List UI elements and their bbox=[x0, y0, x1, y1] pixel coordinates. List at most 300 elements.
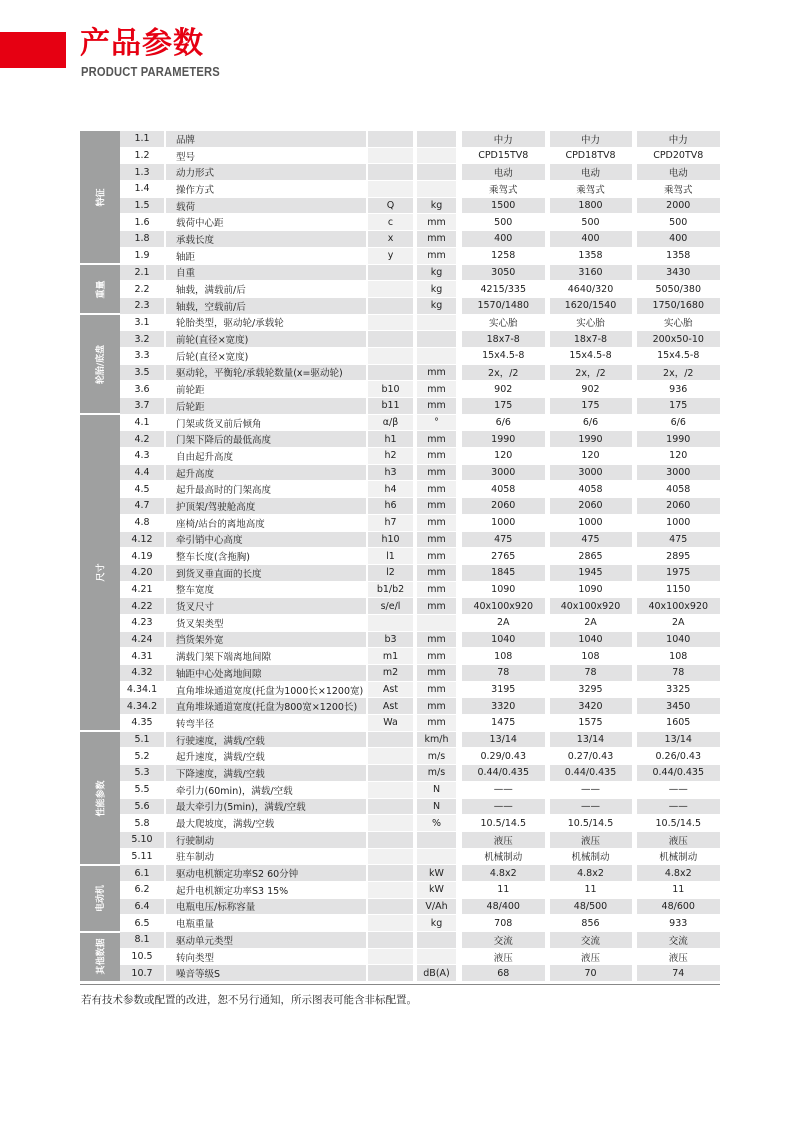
param-number: 2.1 bbox=[120, 264, 165, 281]
param-number: 6.5 bbox=[120, 915, 165, 932]
param-number: 4.23 bbox=[120, 614, 165, 631]
param-number: 3.2 bbox=[120, 331, 165, 348]
param-symbol bbox=[367, 898, 415, 915]
param-number: 4.34.2 bbox=[120, 698, 165, 715]
param-symbol: m1 bbox=[367, 648, 415, 665]
param-unit: mm bbox=[415, 381, 459, 398]
value-model-1: 1845 bbox=[459, 564, 547, 581]
value-model-1: 40x100x920 bbox=[459, 598, 547, 615]
param-symbol: b10 bbox=[367, 381, 415, 398]
param-unit: mm bbox=[415, 598, 459, 615]
section-label-text: 性能参数 bbox=[96, 779, 107, 817]
section-label-text: 电动机 bbox=[96, 884, 107, 912]
table-row bbox=[80, 231, 720, 248]
param-unit: kg bbox=[415, 197, 459, 214]
param-number: 5.11 bbox=[120, 848, 165, 865]
value-model-2: 实心胎 bbox=[547, 314, 634, 331]
value-model-2: 3000 bbox=[547, 464, 634, 481]
param-number: 5.6 bbox=[120, 798, 165, 815]
section-label-text: 其他数据 bbox=[96, 938, 107, 975]
value-model-2: 电动 bbox=[547, 164, 634, 181]
param-symbol bbox=[367, 297, 415, 314]
param-name: 直角堆垛通道宽度(托盘为800宽×1200长) bbox=[165, 698, 367, 715]
table-row bbox=[80, 147, 720, 164]
param-name: 货叉架类型 bbox=[165, 614, 367, 631]
value-model-2: 13/14 bbox=[547, 731, 634, 748]
param-unit: % bbox=[415, 815, 459, 832]
param-name: 轴载，满载前/后 bbox=[165, 281, 367, 298]
param-name: 转向类型 bbox=[165, 948, 367, 965]
param-symbol bbox=[367, 748, 415, 765]
table-row bbox=[80, 731, 720, 748]
param-number: 4.22 bbox=[120, 598, 165, 615]
page-title: 产品参数 bbox=[80, 26, 204, 61]
param-number: 1.6 bbox=[120, 214, 165, 231]
table-row bbox=[80, 598, 720, 615]
value-model-3: 40x100x920 bbox=[634, 598, 720, 615]
value-model-1: 48/400 bbox=[459, 898, 547, 915]
value-model-3: 400 bbox=[634, 231, 720, 248]
section-label bbox=[80, 932, 120, 982]
param-number: 2.3 bbox=[120, 297, 165, 314]
value-model-3: 中力 bbox=[634, 131, 720, 147]
value-model-1: 1258 bbox=[459, 247, 547, 264]
section-label-text: 特征 bbox=[96, 187, 107, 207]
value-model-1: 78 bbox=[459, 665, 547, 682]
param-number: 3.3 bbox=[120, 347, 165, 364]
value-model-3: 200x50-10 bbox=[634, 331, 720, 348]
param-unit: kg bbox=[415, 281, 459, 298]
param-name: 门架下降后的最低高度 bbox=[165, 431, 367, 448]
section-label bbox=[80, 414, 120, 731]
value-model-2: 1358 bbox=[547, 247, 634, 264]
param-number: 4.7 bbox=[120, 498, 165, 515]
param-symbol: h1 bbox=[367, 431, 415, 448]
value-model-2: 1945 bbox=[547, 564, 634, 581]
table-row bbox=[80, 965, 720, 982]
param-number: 4.5 bbox=[120, 481, 165, 498]
value-model-1: 10.5/14.5 bbox=[459, 815, 547, 832]
value-model-2: 液压 bbox=[547, 948, 634, 965]
param-unit: mm bbox=[415, 231, 459, 248]
table-row bbox=[80, 548, 720, 565]
param-unit: m/s bbox=[415, 748, 459, 765]
param-unit: km/h bbox=[415, 731, 459, 748]
param-name: 整车长度(含拖胸) bbox=[165, 548, 367, 565]
table-row bbox=[80, 514, 720, 531]
table-row bbox=[80, 698, 720, 715]
value-model-1: CPD15TV8 bbox=[459, 147, 547, 164]
value-model-2: 4.8x2 bbox=[547, 865, 634, 882]
value-model-3: 液压 bbox=[634, 831, 720, 848]
parameters-table bbox=[80, 131, 720, 983]
table-row bbox=[80, 848, 720, 865]
value-model-3: 175 bbox=[634, 398, 720, 415]
table-row bbox=[80, 131, 720, 147]
table-row bbox=[80, 614, 720, 631]
value-model-3: 5050/380 bbox=[634, 281, 720, 298]
value-model-1: 3320 bbox=[459, 698, 547, 715]
value-model-1: 3195 bbox=[459, 681, 547, 698]
value-model-1: 实心胎 bbox=[459, 314, 547, 331]
value-model-1: 2060 bbox=[459, 498, 547, 515]
table-row bbox=[80, 865, 720, 882]
value-model-3: 实心胎 bbox=[634, 314, 720, 331]
value-model-1: 液压 bbox=[459, 948, 547, 965]
value-model-3: —— bbox=[634, 781, 720, 798]
param-name: 前轮(直径×宽度) bbox=[165, 331, 367, 348]
table-row bbox=[80, 297, 720, 314]
param-name: 驱动轮，平衡轮/承载轮数量(x=驱动轮) bbox=[165, 364, 367, 381]
param-unit bbox=[415, 848, 459, 865]
value-model-3: 3450 bbox=[634, 698, 720, 715]
header-red-block bbox=[0, 32, 66, 68]
param-name: 护顶架/驾驶舱高度 bbox=[165, 498, 367, 515]
param-number: 3.5 bbox=[120, 364, 165, 381]
value-model-3: 15x4.5-8 bbox=[634, 347, 720, 364]
value-model-3: —— bbox=[634, 798, 720, 815]
value-model-3: 0.44/0.435 bbox=[634, 765, 720, 782]
value-model-1: 2x，/2 bbox=[459, 364, 547, 381]
param-unit: mm bbox=[415, 698, 459, 715]
table-row bbox=[80, 164, 720, 181]
param-symbol bbox=[367, 281, 415, 298]
value-model-3: 936 bbox=[634, 381, 720, 398]
param-number: 10.5 bbox=[120, 948, 165, 965]
param-symbol bbox=[367, 781, 415, 798]
param-unit bbox=[415, 131, 459, 147]
param-unit bbox=[415, 181, 459, 198]
value-model-3: 交流 bbox=[634, 932, 720, 949]
value-model-2: 交流 bbox=[547, 932, 634, 949]
table-row bbox=[80, 498, 720, 515]
param-name: 轮胎类型，驱动轮/承载轮 bbox=[165, 314, 367, 331]
value-model-3: 1750/1680 bbox=[634, 297, 720, 314]
section-label-text: 轮胎/底盘 bbox=[96, 344, 107, 384]
param-symbol: b11 bbox=[367, 398, 415, 415]
param-name: 起升电机额定功率S3 15% bbox=[165, 881, 367, 898]
param-name: 电瓶重量 bbox=[165, 915, 367, 932]
param-symbol: b1/b2 bbox=[367, 581, 415, 598]
value-model-3: 108 bbox=[634, 648, 720, 665]
section-label-text: 重量 bbox=[96, 280, 107, 299]
param-name: 转弯半径 bbox=[165, 715, 367, 732]
param-symbol bbox=[367, 364, 415, 381]
value-model-3: 1040 bbox=[634, 631, 720, 648]
param-number: 5.5 bbox=[120, 781, 165, 798]
value-model-2: 120 bbox=[547, 448, 634, 465]
section-label bbox=[80, 314, 120, 414]
value-model-1: 708 bbox=[459, 915, 547, 932]
value-model-3: 1150 bbox=[634, 581, 720, 598]
param-symbol: h4 bbox=[367, 481, 415, 498]
value-model-3: 13/14 bbox=[634, 731, 720, 748]
table-row bbox=[80, 665, 720, 682]
param-symbol: Ast bbox=[367, 698, 415, 715]
value-model-1: 1475 bbox=[459, 715, 547, 732]
param-name: 牵引力(60min)，满载/空载 bbox=[165, 781, 367, 798]
param-unit bbox=[415, 331, 459, 348]
param-unit: mm bbox=[415, 681, 459, 698]
section-label bbox=[80, 731, 120, 865]
param-number: 5.3 bbox=[120, 765, 165, 782]
param-number: 1.2 bbox=[120, 147, 165, 164]
value-model-2: 液压 bbox=[547, 831, 634, 848]
table-row bbox=[80, 898, 720, 915]
value-model-3: 2x，/2 bbox=[634, 364, 720, 381]
value-model-2: 1575 bbox=[547, 715, 634, 732]
param-name: 牵引销中心高度 bbox=[165, 531, 367, 548]
param-unit: N bbox=[415, 798, 459, 815]
value-model-1: 475 bbox=[459, 531, 547, 548]
table-row bbox=[80, 214, 720, 231]
param-symbol bbox=[367, 264, 415, 281]
value-model-3: 120 bbox=[634, 448, 720, 465]
param-number: 4.20 bbox=[120, 564, 165, 581]
param-symbol: x bbox=[367, 231, 415, 248]
value-model-1: 4215/335 bbox=[459, 281, 547, 298]
param-name: 整车宽度 bbox=[165, 581, 367, 598]
param-unit bbox=[415, 932, 459, 949]
param-name: 承载长度 bbox=[165, 231, 367, 248]
value-model-2: 4058 bbox=[547, 481, 634, 498]
value-model-2: 78 bbox=[547, 665, 634, 682]
param-number: 1.3 bbox=[120, 164, 165, 181]
param-symbol: h6 bbox=[367, 498, 415, 515]
param-unit: mm bbox=[415, 214, 459, 231]
value-model-2: 1040 bbox=[547, 631, 634, 648]
value-model-3: 1000 bbox=[634, 514, 720, 531]
value-model-2: 10.5/14.5 bbox=[547, 815, 634, 832]
value-model-3: 6/6 bbox=[634, 414, 720, 431]
param-name: 型号 bbox=[165, 147, 367, 164]
param-number: 5.1 bbox=[120, 731, 165, 748]
table-row bbox=[80, 932, 720, 949]
param-number: 1.1 bbox=[120, 131, 165, 147]
param-symbol: h7 bbox=[367, 514, 415, 531]
table-row bbox=[80, 564, 720, 581]
value-model-2: 乘驾式 bbox=[547, 181, 634, 198]
param-number: 1.5 bbox=[120, 197, 165, 214]
value-model-1: 18x7-8 bbox=[459, 331, 547, 348]
value-model-1: 3050 bbox=[459, 264, 547, 281]
param-unit: mm bbox=[415, 481, 459, 498]
value-model-3: 1990 bbox=[634, 431, 720, 448]
value-model-3: 475 bbox=[634, 531, 720, 548]
value-model-2: 6/6 bbox=[547, 414, 634, 431]
value-model-1: 108 bbox=[459, 648, 547, 665]
param-unit: kg bbox=[415, 915, 459, 932]
param-symbol bbox=[367, 731, 415, 748]
value-model-3: 500 bbox=[634, 214, 720, 231]
value-model-2: 475 bbox=[547, 531, 634, 548]
table-row bbox=[80, 631, 720, 648]
table-row bbox=[80, 648, 720, 665]
param-symbol bbox=[367, 314, 415, 331]
value-model-2: 18x7-8 bbox=[547, 331, 634, 348]
param-name: 起升速度，满载/空载 bbox=[165, 748, 367, 765]
value-model-1: 15x4.5-8 bbox=[459, 347, 547, 364]
param-number: 1.8 bbox=[120, 231, 165, 248]
value-model-2: 11 bbox=[547, 881, 634, 898]
param-name: 操作方式 bbox=[165, 181, 367, 198]
param-name: 后轮距 bbox=[165, 398, 367, 415]
value-model-2: 1090 bbox=[547, 581, 634, 598]
table-row bbox=[80, 481, 720, 498]
param-name: 驱动单元类型 bbox=[165, 932, 367, 949]
value-model-3: 3000 bbox=[634, 464, 720, 481]
value-model-3: 1605 bbox=[634, 715, 720, 732]
value-model-1: 120 bbox=[459, 448, 547, 465]
param-name: 自由起升高度 bbox=[165, 448, 367, 465]
param-number: 4.31 bbox=[120, 648, 165, 665]
param-number: 4.24 bbox=[120, 631, 165, 648]
param-name: 自重 bbox=[165, 264, 367, 281]
value-model-2: —— bbox=[547, 781, 634, 798]
param-unit: kg bbox=[415, 264, 459, 281]
param-name: 品牌 bbox=[165, 131, 367, 147]
value-model-3: 0.26/0.43 bbox=[634, 748, 720, 765]
value-model-1: 3000 bbox=[459, 464, 547, 481]
param-unit: kW bbox=[415, 865, 459, 882]
value-model-3: 3430 bbox=[634, 264, 720, 281]
table-row bbox=[80, 314, 720, 331]
param-name: 下降速度，满载/空载 bbox=[165, 765, 367, 782]
param-unit: mm bbox=[415, 398, 459, 415]
param-name: 直角堆垛通道宽度(托盘为1000长×1200宽) bbox=[165, 681, 367, 698]
value-model-2: 3295 bbox=[547, 681, 634, 698]
param-unit: ° bbox=[415, 414, 459, 431]
param-name: 电瓶电压/标称容量 bbox=[165, 898, 367, 915]
table-row bbox=[80, 264, 720, 281]
value-model-2: CPD18TV8 bbox=[547, 147, 634, 164]
value-model-3: 74 bbox=[634, 965, 720, 982]
value-model-1: 11 bbox=[459, 881, 547, 898]
param-symbol: h10 bbox=[367, 531, 415, 548]
param-name: 最大牵引力(5min)，满载/空载 bbox=[165, 798, 367, 815]
param-symbol bbox=[367, 848, 415, 865]
value-model-2: 70 bbox=[547, 965, 634, 982]
param-symbol: s/e/l bbox=[367, 598, 415, 615]
value-model-2: 3160 bbox=[547, 264, 634, 281]
param-name: 驱动电机额定功率S2 60分钟 bbox=[165, 865, 367, 882]
table-row bbox=[80, 798, 720, 815]
param-name: 货叉尺寸 bbox=[165, 598, 367, 615]
param-unit: mm bbox=[415, 514, 459, 531]
value-model-2: 1800 bbox=[547, 197, 634, 214]
param-symbol: Wa bbox=[367, 715, 415, 732]
param-name: 轴距中心处离地间隙 bbox=[165, 665, 367, 682]
value-model-1: 400 bbox=[459, 231, 547, 248]
value-model-1: 机械制动 bbox=[459, 848, 547, 865]
param-number: 5.10 bbox=[120, 831, 165, 848]
value-model-3: 2A bbox=[634, 614, 720, 631]
value-model-2: 4640/320 bbox=[547, 281, 634, 298]
table-row bbox=[80, 364, 720, 381]
param-name: 动力形式 bbox=[165, 164, 367, 181]
param-unit: mm bbox=[415, 564, 459, 581]
param-unit: mm bbox=[415, 247, 459, 264]
value-model-1: 1000 bbox=[459, 514, 547, 531]
value-model-3: 78 bbox=[634, 665, 720, 682]
table-row bbox=[80, 765, 720, 782]
table-row bbox=[80, 915, 720, 932]
value-model-3: 3325 bbox=[634, 681, 720, 698]
table-row bbox=[80, 431, 720, 448]
section-label-text: 尺寸 bbox=[96, 563, 107, 582]
param-unit bbox=[415, 614, 459, 631]
param-name: 轴载，空载前/后 bbox=[165, 297, 367, 314]
value-model-1: 4058 bbox=[459, 481, 547, 498]
param-symbol bbox=[367, 347, 415, 364]
param-number: 6.4 bbox=[120, 898, 165, 915]
param-name: 载荷 bbox=[165, 197, 367, 214]
table-row bbox=[80, 347, 720, 364]
param-name: 起升高度 bbox=[165, 464, 367, 481]
section-label bbox=[80, 264, 120, 314]
value-model-3: 液压 bbox=[634, 948, 720, 965]
param-number: 4.35 bbox=[120, 715, 165, 732]
table-row bbox=[80, 831, 720, 848]
param-unit: mm bbox=[415, 665, 459, 682]
table-row bbox=[80, 531, 720, 548]
param-symbol bbox=[367, 765, 415, 782]
param-number: 3.6 bbox=[120, 381, 165, 398]
param-unit bbox=[415, 831, 459, 848]
param-number: 3.7 bbox=[120, 398, 165, 415]
value-model-1: 1090 bbox=[459, 581, 547, 598]
table-row bbox=[80, 247, 720, 264]
param-symbol bbox=[367, 164, 415, 181]
param-unit: V/Ah bbox=[415, 898, 459, 915]
table-row bbox=[80, 448, 720, 465]
parameters-table-wrap bbox=[80, 131, 720, 983]
value-model-1: 2A bbox=[459, 614, 547, 631]
value-model-2: 2x，/2 bbox=[547, 364, 634, 381]
value-model-2: —— bbox=[547, 798, 634, 815]
value-model-1: 500 bbox=[459, 214, 547, 231]
value-model-2: 40x100x920 bbox=[547, 598, 634, 615]
value-model-1: —— bbox=[459, 781, 547, 798]
param-number: 4.32 bbox=[120, 665, 165, 682]
param-name: 后轮(直径×宽度) bbox=[165, 347, 367, 364]
param-number: 1.4 bbox=[120, 181, 165, 198]
value-model-1: 1990 bbox=[459, 431, 547, 448]
param-symbol bbox=[367, 614, 415, 631]
param-name: 轴距 bbox=[165, 247, 367, 264]
value-model-1: 6/6 bbox=[459, 414, 547, 431]
parameters-table-body bbox=[80, 131, 720, 982]
value-model-1: 175 bbox=[459, 398, 547, 415]
param-symbol bbox=[367, 331, 415, 348]
param-unit bbox=[415, 314, 459, 331]
param-name: 行驶制动 bbox=[165, 831, 367, 848]
param-symbol bbox=[367, 131, 415, 147]
value-model-3: 2000 bbox=[634, 197, 720, 214]
param-number: 4.1 bbox=[120, 414, 165, 431]
table-row bbox=[80, 681, 720, 698]
param-unit: kg bbox=[415, 297, 459, 314]
param-unit: N bbox=[415, 781, 459, 798]
value-model-3: 1975 bbox=[634, 564, 720, 581]
param-symbol bbox=[367, 965, 415, 982]
value-model-1: 0.29/0.43 bbox=[459, 748, 547, 765]
value-model-1: 电动 bbox=[459, 164, 547, 181]
value-model-1: 13/14 bbox=[459, 731, 547, 748]
param-unit: mm bbox=[415, 581, 459, 598]
value-model-1: 2765 bbox=[459, 548, 547, 565]
value-model-3: 4.8x2 bbox=[634, 865, 720, 882]
